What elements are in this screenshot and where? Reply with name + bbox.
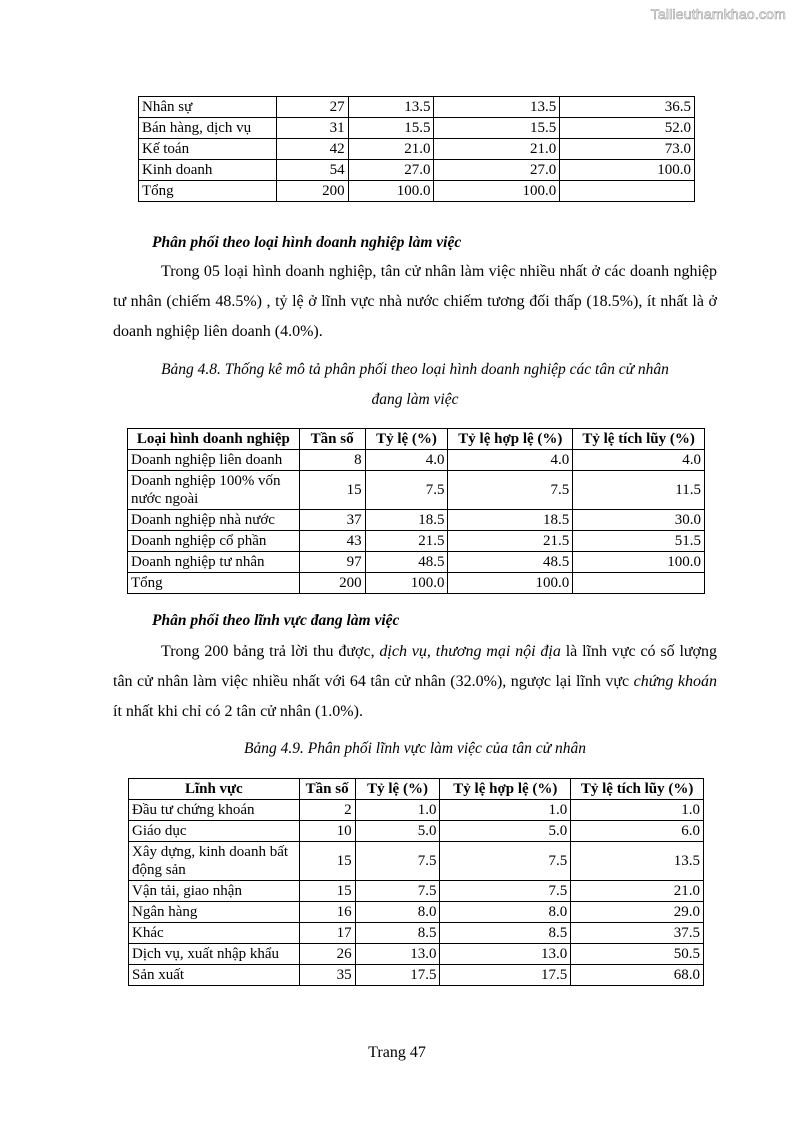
value-cell: 37 [299,510,365,531]
table-row [139,97,695,118]
row-label-cell: Doanh nghiệp nhà nước [128,510,300,531]
row-label-cell: Kinh doanh [139,160,277,181]
table-row [129,923,704,944]
row-label-cell: Nhân sự [139,97,277,118]
value-cell: 7.5 [355,881,440,902]
table-row [128,531,705,552]
value-cell: 35 [299,965,355,986]
value-cell: 21.5 [365,531,448,552]
table-row [129,944,704,965]
column-header: Tỷ lệ (%) [365,429,448,450]
value-cell: 37.5 [571,923,704,944]
page-number: Trang 47 [368,1044,426,1061]
row-label-cell: Khác [129,923,300,944]
value-cell: 15 [299,842,355,881]
value-cell: 5.0 [440,821,571,842]
row-label-cell: Ngân hàng [129,902,300,923]
value-cell: 21.0 [348,139,434,160]
row-label-cell: Giáo dục [129,821,300,842]
table-row [139,118,695,139]
value-cell: 13.0 [355,944,440,965]
value-cell: 15.5 [348,118,434,139]
row-label-cell: Đầu tư chứng khoán [129,800,300,821]
value-cell: 27 [276,97,348,118]
row-label-cell: Dịch vụ, xuất nhập khẩu [129,944,300,965]
value-cell: 8.0 [440,902,571,923]
row-label-cell: Doanh nghiệp tư nhân [128,552,300,573]
column-header: Tần số [299,779,355,800]
value-cell: 29.0 [571,902,704,923]
table-caption-4-8: Bảng 4.8. Thống kê mô tả phân phối theo loại hình doanh nghiệp các tân cử nhân đang làm việc [161,361,669,408]
value-cell: 48.5 [365,552,448,573]
table-row [139,160,695,181]
table-row [139,181,695,202]
value-cell: 13.5 [348,97,434,118]
value-cell [573,573,705,594]
value-cell: 4.0 [365,450,448,471]
value-cell: 100.0 [448,573,573,594]
value-cell: 27.0 [434,160,560,181]
column-header: Tỷ lệ tích lũy (%) [571,779,704,800]
value-cell: 52.0 [560,118,695,139]
table-row [128,552,705,573]
value-cell: 17 [299,923,355,944]
value-cell: 1.0 [571,800,704,821]
row-label-cell: Sản xuất [129,965,300,986]
value-cell: 27.0 [348,160,434,181]
table-row [128,450,705,471]
value-cell: 50.5 [571,944,704,965]
value-cell: 17.5 [440,965,571,986]
row-label-cell: Tổng [128,573,300,594]
value-cell: 1.0 [355,800,440,821]
value-cell: 51.5 [573,531,705,552]
value-cell: 100.0 [434,181,560,202]
column-header: Tỷ lệ hợp lệ (%) [448,429,573,450]
value-cell: 5.0 [355,821,440,842]
row-label-cell: Xây dựng, kinh doanh bất động sản [129,842,300,881]
row-label-cell: Doanh nghiệp liên doanh [128,450,300,471]
value-cell: 100.0 [365,573,448,594]
table-row [139,139,695,160]
value-cell: 7.5 [440,842,571,881]
value-cell: 68.0 [571,965,704,986]
value-cell: 100.0 [560,160,695,181]
value-cell: 54 [276,160,348,181]
value-cell: 17.5 [355,965,440,986]
value-cell: 6.0 [571,821,704,842]
value-cell [560,181,695,202]
row-label-cell: Doanh nghiệp cổ phần [128,531,300,552]
value-cell: 8.5 [355,923,440,944]
value-cell: 48.5 [448,552,573,573]
row-label-cell: Vận tải, giao nhận [129,881,300,902]
row-label-cell: Kế toán [139,139,277,160]
value-cell: 15 [299,471,365,510]
value-cell: 18.5 [365,510,448,531]
value-cell: 13.5 [434,97,560,118]
table-top-continuation [138,96,695,202]
table-caption-4-9: Bảng 4.9. Phân phối lĩnh vực làm việc của tân cử nhân [244,740,586,757]
value-cell: 97 [299,552,365,573]
value-cell: 31 [276,118,348,139]
value-cell: 8 [299,450,365,471]
table-4-8 [127,428,705,594]
table-4-9 [128,778,704,986]
table-row [129,902,704,923]
value-cell: 18.5 [448,510,573,531]
table-row [129,965,704,986]
row-label-cell: Doanh nghiệp 100% vốn nước ngoài [128,471,300,510]
row-label-cell: Tổng [139,181,277,202]
value-cell: 15 [299,881,355,902]
value-cell: 36.5 [560,97,695,118]
value-cell: 7.5 [440,881,571,902]
column-header: Tỷ lệ (%) [355,779,440,800]
section-heading-business-type: Phân phối theo loại hình doanh nghiệp làm việc [152,234,462,251]
table-row [128,510,705,531]
value-cell: 7.5 [355,842,440,881]
value-cell: 1.0 [440,800,571,821]
value-cell: 4.0 [448,450,573,471]
table-row [129,821,704,842]
value-cell: 10 [299,821,355,842]
value-cell: 8.0 [355,902,440,923]
value-cell: 43 [299,531,365,552]
table-row [128,573,705,594]
value-cell: 8.5 [440,923,571,944]
value-cell: 4.0 [573,450,705,471]
value-cell: 11.5 [573,471,705,510]
column-header: Tần số [299,429,365,450]
value-cell: 100.0 [573,552,705,573]
value-cell: 2 [299,800,355,821]
column-header: Lĩnh vực [129,779,300,800]
value-cell: 15.5 [434,118,560,139]
column-header: Tỷ lệ hợp lệ (%) [440,779,571,800]
watermark: Tailieuthamkhao.com [650,6,786,22]
value-cell: 200 [299,573,365,594]
section-heading-field: Phân phối theo lĩnh vực đang làm việc [152,612,400,629]
value-cell: 30.0 [573,510,705,531]
table-row [129,842,704,881]
column-header: Tỷ lệ tích lũy (%) [573,429,705,450]
value-cell: 13.0 [440,944,571,965]
row-label-cell: Bán hàng, dịch vụ [139,118,277,139]
table-row [128,471,705,510]
column-header: Loại hình doanh nghiệp [128,429,300,450]
value-cell: 16 [299,902,355,923]
value-cell: 73.0 [560,139,695,160]
value-cell: 21.0 [571,881,704,902]
table-row [129,881,704,902]
paragraph-business-type: Trong 05 loại hình doanh nghiệp, tân cử nhân làm việc nhiều nhất ở các doanh nghiệp tư nhân (chiếm 48.5%) , tỷ lệ ở lĩnh vực nhà nước chiếm tương đối thấp (18.5%), ít nhất là ở doanh nghiệp liên doanh (4.0%). [113,263,717,340]
paragraph-field: Trong 200 bảng trả lời thu được, dịch vụ, thương mại nội địa là lĩnh vực có số lượng tân cử nhân làm việc nhiều nhất với 64 tân cử nhân (32.0%), ngược lại lĩnh vực chứng khoán ít nhất khi chỉ có 2 tân cử nhân (1.0%). [113,643,718,720]
value-cell: 26 [299,944,355,965]
value-cell: 21.5 [448,531,573,552]
value-cell: 200 [276,181,348,202]
value-cell: 13.5 [571,842,704,881]
value-cell: 100.0 [348,181,434,202]
value-cell: 7.5 [365,471,448,510]
value-cell: 7.5 [448,471,573,510]
table-row [129,800,704,821]
value-cell: 21.0 [434,139,560,160]
value-cell: 42 [276,139,348,160]
